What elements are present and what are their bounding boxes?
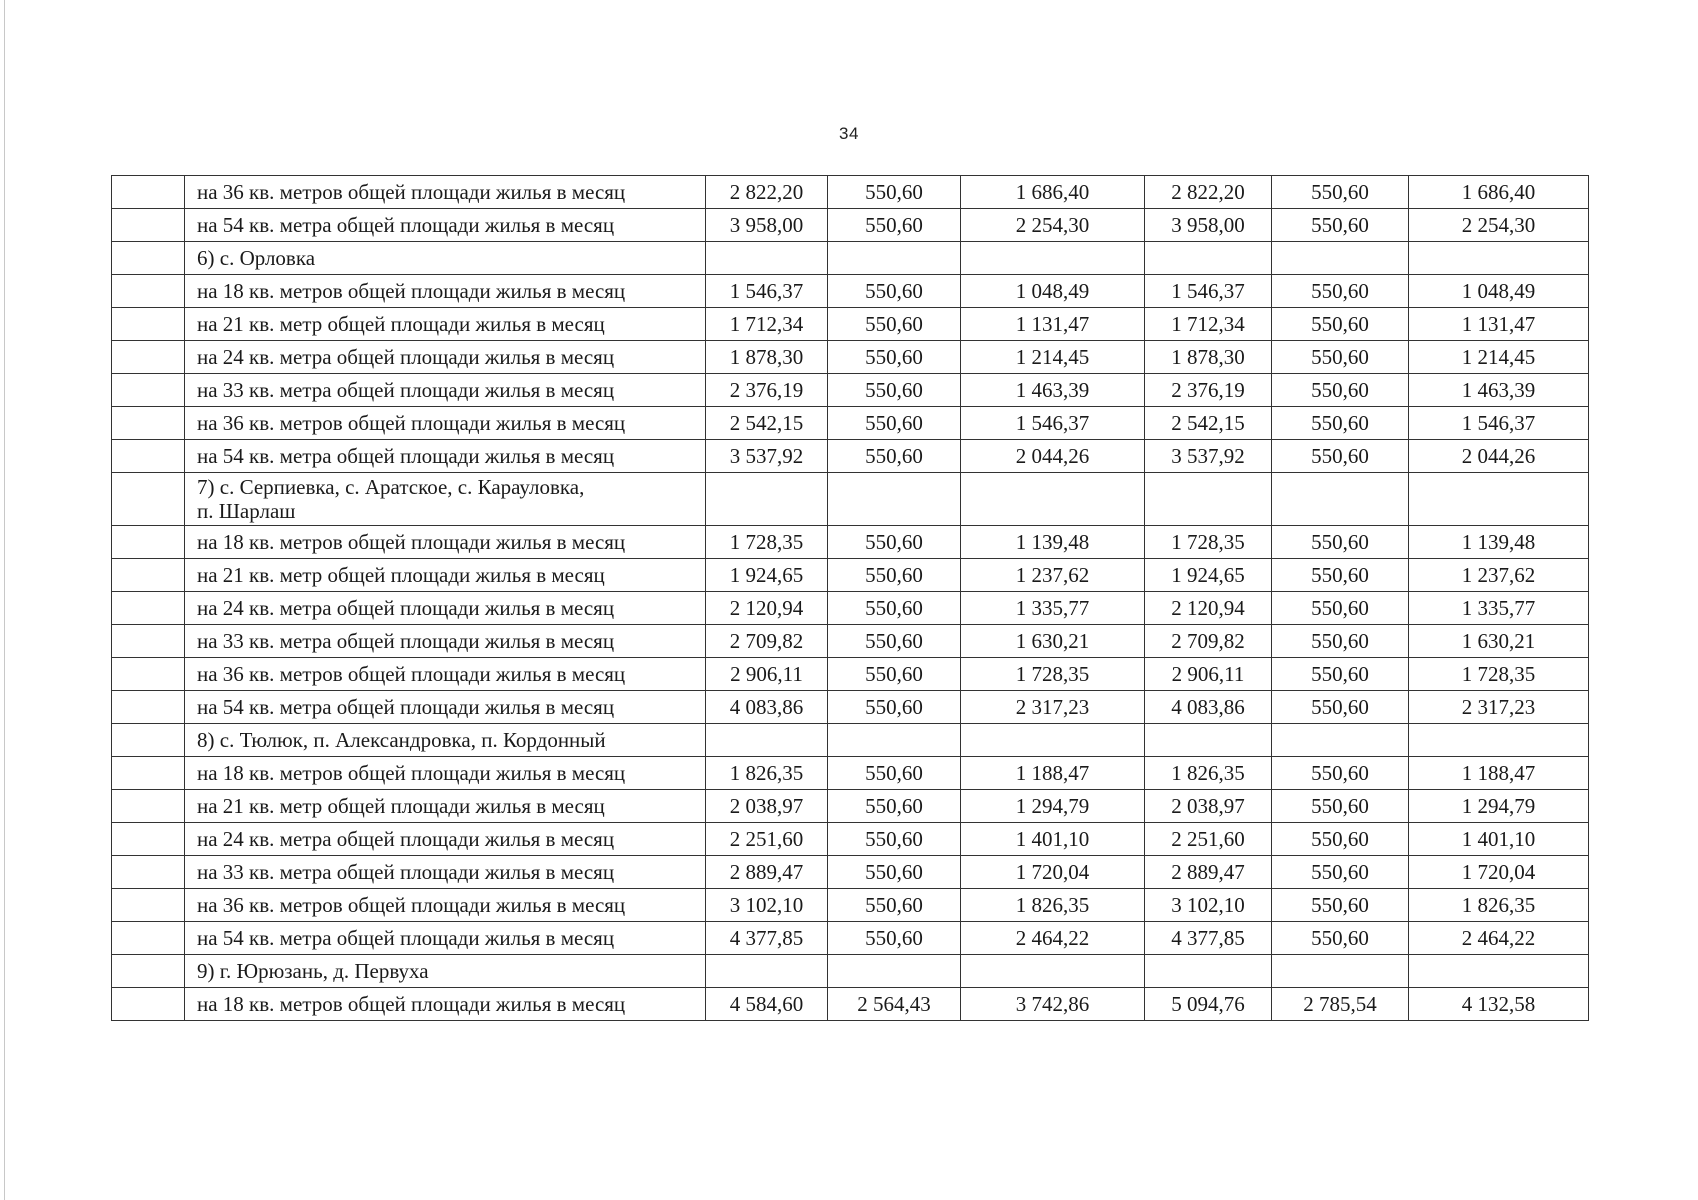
value-cell: 550,60 — [1272, 526, 1409, 559]
table-row — [112, 275, 1589, 308]
index-cell — [112, 724, 185, 757]
value-cell: 1 463,39 — [961, 374, 1145, 407]
value-cell: 550,60 — [828, 275, 961, 308]
table-row — [112, 757, 1589, 790]
section-label — [185, 724, 706, 757]
section-row — [112, 955, 1589, 988]
empty-cell — [706, 242, 828, 275]
value-cell: 1 131,47 — [961, 308, 1145, 341]
value-cell: 2 251,60 — [1145, 823, 1272, 856]
section-label-line: 6) с. Орловка — [197, 246, 316, 270]
value-cell: 2 254,30 — [961, 209, 1145, 242]
value-cell: 550,60 — [828, 757, 961, 790]
value-cell: 3 958,00 — [706, 209, 828, 242]
value-cell: 550,60 — [828, 625, 961, 658]
empty-cell — [1145, 473, 1272, 526]
section-row — [112, 724, 1589, 757]
value-cell: 1 878,30 — [1145, 341, 1272, 374]
value-cell: 4 584,60 — [706, 988, 828, 1021]
index-cell — [112, 407, 185, 440]
empty-cell — [1272, 955, 1409, 988]
value-cell: 550,60 — [828, 559, 961, 592]
value-cell: 5 094,76 — [1145, 988, 1272, 1021]
value-cell: 1 630,21 — [1409, 625, 1589, 658]
empty-cell — [961, 724, 1145, 757]
value-cell: 1 712,34 — [706, 308, 828, 341]
index-cell — [112, 823, 185, 856]
table-row — [112, 790, 1589, 823]
empty-cell — [706, 473, 828, 526]
section-row — [112, 473, 1589, 526]
value-cell: 1 728,35 — [961, 658, 1145, 691]
table-row — [112, 209, 1589, 242]
value-cell: 1 686,40 — [1409, 176, 1589, 209]
value-cell: 1 214,45 — [1409, 341, 1589, 374]
value-cell: 3 102,10 — [1145, 889, 1272, 922]
empty-cell — [828, 955, 961, 988]
value-cell: 550,60 — [1272, 691, 1409, 724]
index-cell — [112, 856, 185, 889]
value-cell: 550,60 — [828, 889, 961, 922]
empty-cell — [706, 724, 828, 757]
value-cell: 1 686,40 — [961, 176, 1145, 209]
empty-cell — [961, 473, 1145, 526]
index-cell — [112, 790, 185, 823]
table-row — [112, 407, 1589, 440]
value-cell: 1 728,35 — [706, 526, 828, 559]
empty-cell — [1409, 473, 1589, 526]
value-cell: 550,60 — [828, 308, 961, 341]
value-cell: 550,60 — [1272, 176, 1409, 209]
value-cell: 550,60 — [828, 440, 961, 473]
value-cell: 4 377,85 — [1145, 922, 1272, 955]
value-cell: 550,60 — [828, 790, 961, 823]
row-label: на 33 кв. метра общей площади жилья в месяц — [185, 625, 706, 658]
value-cell: 2 564,43 — [828, 988, 961, 1021]
value-cell: 550,60 — [828, 374, 961, 407]
value-cell: 1 924,65 — [706, 559, 828, 592]
table-row — [112, 559, 1589, 592]
value-cell: 2 044,26 — [1409, 440, 1589, 473]
index-cell — [112, 242, 185, 275]
index-cell — [112, 559, 185, 592]
value-cell: 2 464,22 — [1409, 922, 1589, 955]
value-cell: 1 335,77 — [1409, 592, 1589, 625]
scan-edge-line — [4, 0, 5, 1200]
value-cell: 2 785,54 — [1272, 988, 1409, 1021]
value-cell: 4 377,85 — [706, 922, 828, 955]
value-cell: 1 237,62 — [1409, 559, 1589, 592]
row-label: на 54 кв. метра общей площади жилья в месяц — [185, 922, 706, 955]
empty-cell — [828, 473, 961, 526]
value-cell: 2 822,20 — [706, 176, 828, 209]
value-cell: 1 826,35 — [1145, 757, 1272, 790]
value-cell: 550,60 — [1272, 790, 1409, 823]
row-label: на 18 кв. метров общей площади жилья в месяц — [185, 275, 706, 308]
table-row — [112, 823, 1589, 856]
value-cell: 2 889,47 — [1145, 856, 1272, 889]
value-cell: 4 083,86 — [706, 691, 828, 724]
value-cell: 2 038,97 — [1145, 790, 1272, 823]
index-cell — [112, 592, 185, 625]
empty-cell — [1272, 724, 1409, 757]
table-row — [112, 374, 1589, 407]
value-cell: 3 102,10 — [706, 889, 828, 922]
row-label: на 21 кв. метр общей площади жилья в месяц — [185, 790, 706, 823]
value-cell: 550,60 — [1272, 889, 1409, 922]
table-row — [112, 341, 1589, 374]
value-cell: 1 728,35 — [1409, 658, 1589, 691]
row-label: на 33 кв. метра общей площади жилья в месяц — [185, 856, 706, 889]
value-cell: 2 906,11 — [1145, 658, 1272, 691]
table-row — [112, 658, 1589, 691]
value-cell: 2 889,47 — [706, 856, 828, 889]
table-row — [112, 625, 1589, 658]
index-cell — [112, 988, 185, 1021]
value-cell: 2 376,19 — [706, 374, 828, 407]
value-cell: 1 546,37 — [706, 275, 828, 308]
value-cell: 2 542,15 — [706, 407, 828, 440]
value-cell: 1 826,35 — [1409, 889, 1589, 922]
value-cell: 2 376,19 — [1145, 374, 1272, 407]
index-cell — [112, 209, 185, 242]
index-cell — [112, 473, 185, 526]
value-cell: 550,60 — [828, 176, 961, 209]
row-label: на 36 кв. метров общей площади жилья в месяц — [185, 176, 706, 209]
table-row — [112, 440, 1589, 473]
section-label — [185, 242, 706, 275]
value-cell: 550,60 — [828, 592, 961, 625]
table-row — [112, 691, 1589, 724]
value-cell: 1 139,48 — [1409, 526, 1589, 559]
empty-cell — [1272, 242, 1409, 275]
row-label: на 24 кв. метра общей площади жилья в месяц — [185, 592, 706, 625]
empty-cell — [828, 724, 961, 757]
row-label: на 33 кв. метра общей площади жилья в месяц — [185, 374, 706, 407]
value-cell: 1 720,04 — [961, 856, 1145, 889]
index-cell — [112, 889, 185, 922]
section-label — [185, 473, 706, 526]
row-label: на 24 кв. метра общей площади жилья в месяц — [185, 823, 706, 856]
row-label: на 36 кв. метров общей площади жилья в месяц — [185, 407, 706, 440]
value-cell: 550,60 — [1272, 374, 1409, 407]
empty-cell — [1409, 955, 1589, 988]
value-cell: 550,60 — [828, 823, 961, 856]
table-row — [112, 856, 1589, 889]
value-cell: 2 251,60 — [706, 823, 828, 856]
value-cell: 3 958,00 — [1145, 209, 1272, 242]
row-label: на 18 кв. метров общей площади жилья в месяц — [185, 526, 706, 559]
row-label: на 21 кв. метр общей площади жилья в месяц — [185, 559, 706, 592]
value-cell: 1 630,21 — [961, 625, 1145, 658]
value-cell: 550,60 — [828, 407, 961, 440]
value-cell: 2 317,23 — [1409, 691, 1589, 724]
value-cell: 1 401,10 — [961, 823, 1145, 856]
value-cell: 1 188,47 — [1409, 757, 1589, 790]
value-cell: 550,60 — [828, 526, 961, 559]
table-row — [112, 988, 1589, 1021]
section-row — [112, 242, 1589, 275]
value-cell: 1 131,47 — [1409, 308, 1589, 341]
value-cell: 1 826,35 — [961, 889, 1145, 922]
index-cell — [112, 341, 185, 374]
value-cell: 1 294,79 — [961, 790, 1145, 823]
section-label-line: 7) с. Серпиевка, с. Аратское, с. Карауловка, — [197, 475, 585, 499]
value-cell: 550,60 — [1272, 592, 1409, 625]
table-row — [112, 526, 1589, 559]
value-cell: 550,60 — [828, 922, 961, 955]
index-cell — [112, 955, 185, 988]
row-label: на 36 кв. метров общей площади жилья в месяц — [185, 889, 706, 922]
value-cell: 2 822,20 — [1145, 176, 1272, 209]
empty-cell — [706, 955, 828, 988]
value-cell: 550,60 — [1272, 922, 1409, 955]
index-cell — [112, 374, 185, 407]
index-cell — [112, 275, 185, 308]
table-row — [112, 922, 1589, 955]
value-cell: 3 742,86 — [961, 988, 1145, 1021]
section-label-line: п. Шарлаш — [197, 499, 296, 523]
empty-cell — [1409, 724, 1589, 757]
value-cell: 1 048,49 — [961, 275, 1145, 308]
index-cell — [112, 308, 185, 341]
value-cell: 550,60 — [1272, 308, 1409, 341]
index-cell — [112, 691, 185, 724]
index-cell — [112, 440, 185, 473]
value-cell: 550,60 — [1272, 757, 1409, 790]
index-cell — [112, 658, 185, 691]
value-cell: 550,60 — [828, 341, 961, 374]
row-label: на 54 кв. метра общей площади жилья в месяц — [185, 209, 706, 242]
value-cell: 2 464,22 — [961, 922, 1145, 955]
row-label: на 36 кв. метров общей площади жилья в месяц — [185, 658, 706, 691]
table-body — [112, 176, 1589, 1021]
tariff-table — [111, 175, 1589, 1021]
value-cell: 550,60 — [1272, 625, 1409, 658]
row-label: на 21 кв. метр общей площади жилья в месяц — [185, 308, 706, 341]
value-cell: 1 401,10 — [1409, 823, 1589, 856]
value-cell: 550,60 — [1272, 341, 1409, 374]
empty-cell — [961, 242, 1145, 275]
value-cell: 550,60 — [828, 856, 961, 889]
index-cell — [112, 922, 185, 955]
value-cell: 1 048,49 — [1409, 275, 1589, 308]
value-cell: 1 728,35 — [1145, 526, 1272, 559]
value-cell: 550,60 — [828, 209, 961, 242]
table-row — [112, 176, 1589, 209]
value-cell: 2 120,94 — [1145, 592, 1272, 625]
value-cell: 2 317,23 — [961, 691, 1145, 724]
value-cell: 550,60 — [1272, 559, 1409, 592]
value-cell: 2 709,82 — [1145, 625, 1272, 658]
value-cell: 1 712,34 — [1145, 308, 1272, 341]
value-cell: 2 542,15 — [1145, 407, 1272, 440]
value-cell: 550,60 — [1272, 856, 1409, 889]
value-cell: 1 720,04 — [1409, 856, 1589, 889]
value-cell: 3 537,92 — [706, 440, 828, 473]
table-row — [112, 592, 1589, 625]
index-cell — [112, 757, 185, 790]
index-cell — [112, 526, 185, 559]
value-cell: 1 924,65 — [1145, 559, 1272, 592]
row-label: на 24 кв. метра общей площади жилья в месяц — [185, 341, 706, 374]
value-cell: 550,60 — [828, 691, 961, 724]
value-cell: 2 906,11 — [706, 658, 828, 691]
value-cell: 1 546,37 — [1145, 275, 1272, 308]
value-cell: 1 139,48 — [961, 526, 1145, 559]
value-cell: 1 826,35 — [706, 757, 828, 790]
row-label: на 54 кв. метра общей площади жилья в месяц — [185, 691, 706, 724]
table-row — [112, 889, 1589, 922]
row-label: на 18 кв. метров общей площади жилья в месяц — [185, 757, 706, 790]
value-cell: 2 044,26 — [961, 440, 1145, 473]
value-cell: 1 294,79 — [1409, 790, 1589, 823]
empty-cell — [961, 955, 1145, 988]
value-cell: 550,60 — [1272, 440, 1409, 473]
value-cell: 550,60 — [1272, 823, 1409, 856]
value-cell: 2 254,30 — [1409, 209, 1589, 242]
value-cell: 1 237,62 — [961, 559, 1145, 592]
page-number: 34 — [839, 124, 859, 143]
value-cell: 1 463,39 — [1409, 374, 1589, 407]
value-cell: 550,60 — [1272, 275, 1409, 308]
value-cell: 2 709,82 — [706, 625, 828, 658]
value-cell: 550,60 — [1272, 209, 1409, 242]
section-label-line: 8) с. Тюлюк, п. Александровка, п. Кордонный — [197, 728, 606, 752]
empty-cell — [1145, 955, 1272, 988]
value-cell: 1 546,37 — [961, 407, 1145, 440]
empty-cell — [1145, 724, 1272, 757]
value-cell: 1 878,30 — [706, 341, 828, 374]
index-cell — [112, 176, 185, 209]
value-cell: 2 120,94 — [706, 592, 828, 625]
index-cell — [112, 625, 185, 658]
row-label: на 54 кв. метра общей площади жилья в месяц — [185, 440, 706, 473]
value-cell: 4 083,86 — [1145, 691, 1272, 724]
value-cell: 1 188,47 — [961, 757, 1145, 790]
table-row — [112, 308, 1589, 341]
value-cell: 550,60 — [828, 658, 961, 691]
value-cell: 1 546,37 — [1409, 407, 1589, 440]
empty-cell — [1272, 473, 1409, 526]
value-cell: 1 214,45 — [961, 341, 1145, 374]
value-cell: 1 335,77 — [961, 592, 1145, 625]
value-cell: 3 537,92 — [1145, 440, 1272, 473]
section-label-line: 9) г. Юрюзань, д. Первуха — [197, 959, 429, 983]
empty-cell — [828, 242, 961, 275]
value-cell: 2 038,97 — [706, 790, 828, 823]
section-label — [185, 955, 706, 988]
value-cell: 4 132,58 — [1409, 988, 1589, 1021]
value-cell: 550,60 — [1272, 658, 1409, 691]
row-label: на 18 кв. метров общей площади жилья в месяц — [185, 988, 706, 1021]
empty-cell — [1145, 242, 1272, 275]
value-cell: 550,60 — [1272, 407, 1409, 440]
empty-cell — [1409, 242, 1589, 275]
